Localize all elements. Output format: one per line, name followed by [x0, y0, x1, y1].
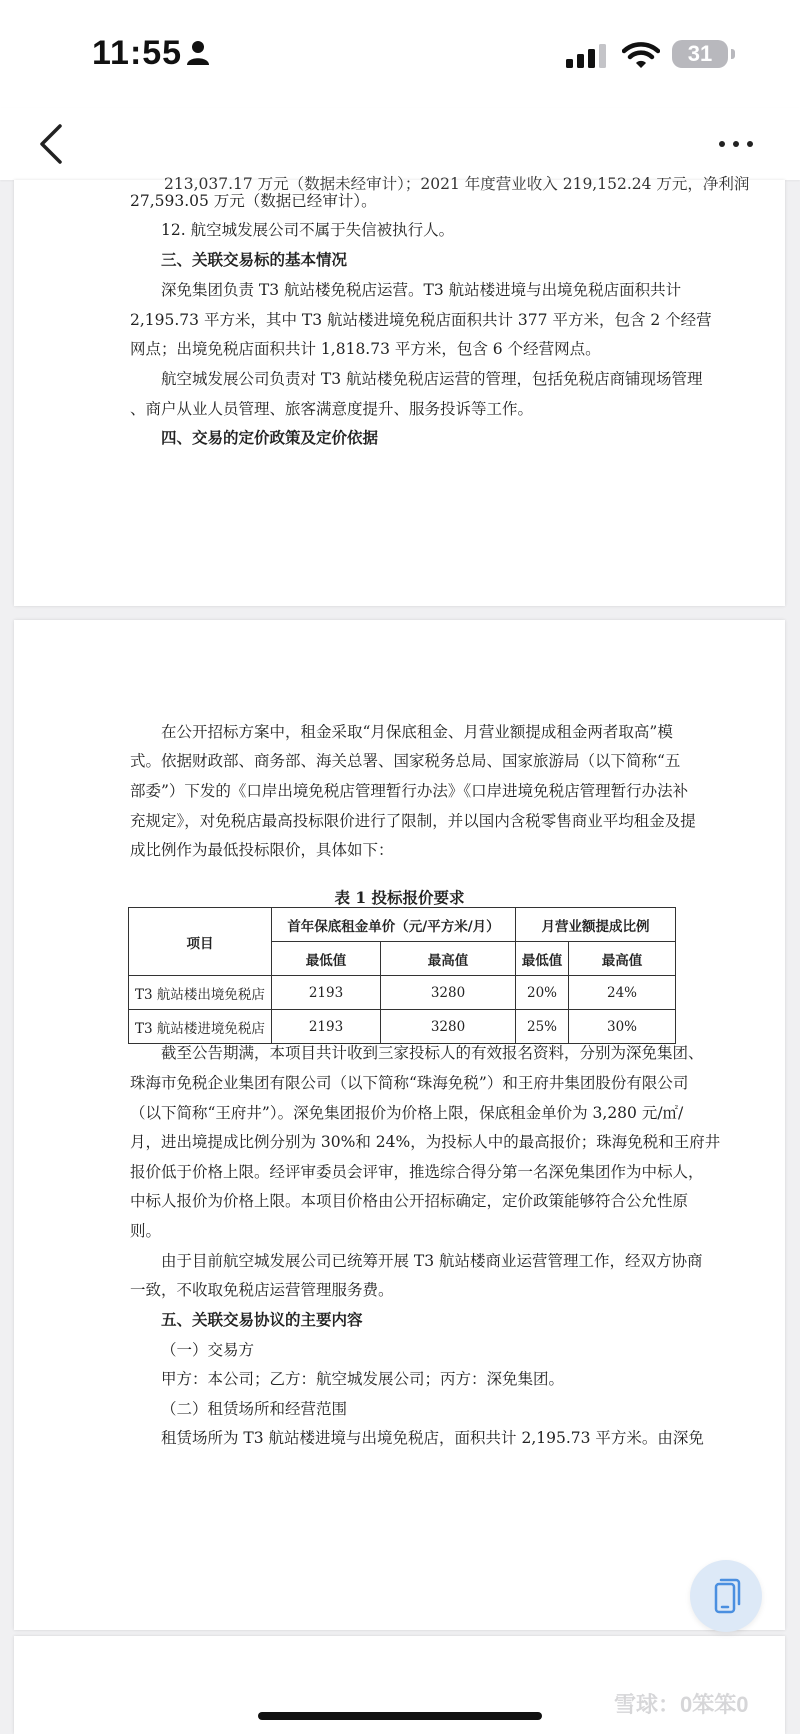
- header-ratio-min: 最低值: [516, 942, 569, 976]
- section-heading: 五、关联交易协议的主要内容: [161, 1310, 363, 1329]
- paragraph-line: 充规定》，对免税店最高投标限价进行了限制，并以国内含税零售商业平均租金及提: [130, 812, 696, 830]
- table-title: 表 1 投标报价要求: [334, 888, 465, 907]
- paragraph-line: 在公开招标方案中，租金采取“月保底租金、月营业额提成租金两者取高”模: [161, 723, 673, 741]
- paragraph-line: 、商户从业人员管理、旅客满意度提升、服务投诉等工作。: [130, 400, 534, 418]
- paragraph-line: 截至公告期满，本项目共计收到三家投标人的有效报名资料，分别为深免集团、: [161, 1044, 704, 1062]
- back-chevron-icon[interactable]: [36, 122, 66, 166]
- paragraph-line: 中标人报价为价格上限。本项目价格由公开招标确定，定价政策能够符合公允性原: [130, 1192, 689, 1210]
- paragraph-line: 航空城发展公司负责对 T3 航站楼免税店运营的管理，包括免税店商铺现场管理: [161, 370, 703, 388]
- row-ratio-min: 25%: [516, 1010, 569, 1044]
- header-rent-min: 最低值: [272, 942, 381, 976]
- paragraph-line: 网点；出境免税店面积共计 1,818.73 平方米，包含 6 个经营网点。: [130, 340, 601, 358]
- table-row: [129, 976, 676, 1010]
- battery-cap: [731, 49, 735, 59]
- table-header-row: [129, 908, 676, 942]
- paragraph-line: 式。依据财政部、商务部、海关总署、国家税务总局、国家旅游局（以下简称“五: [130, 752, 681, 770]
- paragraph-line: 27,593.05 万元（数据已经审计）。: [130, 192, 377, 210]
- status-bar: [0, 0, 800, 108]
- section-heading: 四、交易的定价政策及定价依据: [161, 428, 379, 447]
- paragraph-line: 12. 航空城发展公司不属于失信被执行人。: [161, 221, 455, 239]
- paragraph-line: 珠海市免税企业集团有限公司（以下简称“珠海免税”）和王府井集团股份有限公司: [130, 1074, 689, 1092]
- subsection-heading: （一）交易方: [161, 1341, 255, 1359]
- truncated-line: 213,037.17 万元（数据未经审计）；2021 年度营业收入 219,152.24 万元，净利润: [164, 175, 750, 193]
- row-rent-min: 2193: [272, 976, 381, 1010]
- row-ratio-min: 20%: [516, 976, 569, 1010]
- row-ratio-max: 24%: [569, 976, 676, 1010]
- paragraph-line: （以下简称“王府井”）。深免集团报价为价格上限，保底租金单价为 3,280 元/㎡/: [130, 1104, 684, 1122]
- paragraph-line: 深免集团负责 T3 航站楼免税店运营。T3 航站楼进境与出境免税店面积共计: [161, 281, 682, 299]
- header-item: 项目: [129, 908, 272, 976]
- watermark-text: 雪球：0笨笨0: [614, 1692, 749, 1717]
- subsection-heading: （二）租赁场所和经营范围: [161, 1400, 348, 1418]
- paragraph-line: 租赁场所为 T3 航站楼进境与出境免税店，面积共计 2,195.73 平方米。由深免: [161, 1429, 704, 1447]
- paragraph-line: 则。: [130, 1222, 162, 1240]
- cellular-signal-icon: [566, 44, 608, 68]
- row-rent-max: 3280: [381, 976, 516, 1010]
- bid-requirements-table: [128, 907, 676, 1044]
- wifi-icon: [622, 40, 660, 70]
- header-ratio: 月营业额提成比例: [516, 908, 676, 942]
- row-ratio-max: 30%: [569, 1010, 676, 1044]
- floating-page-switch-button[interactable]: [690, 1560, 762, 1632]
- paragraph-line: 由于目前航空城发展公司已统筹开展 T3 航站楼商业运营管理工作，经双方协商: [161, 1252, 703, 1270]
- paragraph-line: 成比例作为最低投标限价，具体如下：: [130, 841, 394, 859]
- person-icon: [186, 40, 210, 66]
- row-name: T3 航站楼出境免税店: [129, 976, 272, 1010]
- row-rent-min: 2193: [272, 1010, 381, 1044]
- nav-bar: [0, 108, 800, 180]
- more-options-icon[interactable]: [716, 134, 756, 154]
- header-ratio-max: 最高值: [569, 942, 676, 976]
- paragraph-line: 一致，不收取免税店运营管理服务费。: [130, 1281, 394, 1299]
- header-rent: 首年保底租金单价（元/平方米/月）: [272, 908, 516, 942]
- paragraph-line: 报价低于价格上限。经评审委员会评审，推选综合得分第一名深免集团作为中标人，: [130, 1163, 704, 1181]
- battery-indicator: 31: [672, 40, 728, 68]
- paragraph-line: 2,195.73 平方米，其中 T3 航站楼进境免税店面积共计 377 平方米，包含 2 个经营: [130, 311, 712, 329]
- row-rent-max: 3280: [381, 1010, 516, 1044]
- section-heading: 三、关联交易标的基本情况: [161, 250, 348, 269]
- document-page-1: [14, 175, 785, 606]
- table-row: [129, 1010, 676, 1044]
- status-time: 11:55: [92, 34, 183, 72]
- paragraph-line: 甲方：本公司；乙方：航空城发展公司；丙方：深免集团。: [161, 1370, 565, 1388]
- paragraph-line: 月，进出境提成比例分别为 30%和 24%，为投标人中的最高报价；珠海免税和王府井: [130, 1133, 721, 1151]
- header-rent-max: 最高值: [381, 942, 516, 976]
- row-name: T3 航站楼进境免税店: [129, 1010, 272, 1044]
- paragraph-line: 部委”）下发的《口岸出境免税店管理暂行办法》《口岸进境免税店管理暂行办法补: [130, 782, 689, 800]
- document-page-2: [14, 620, 785, 1630]
- home-indicator[interactable]: [258, 1712, 542, 1720]
- phone-pages-icon: [710, 1576, 742, 1616]
